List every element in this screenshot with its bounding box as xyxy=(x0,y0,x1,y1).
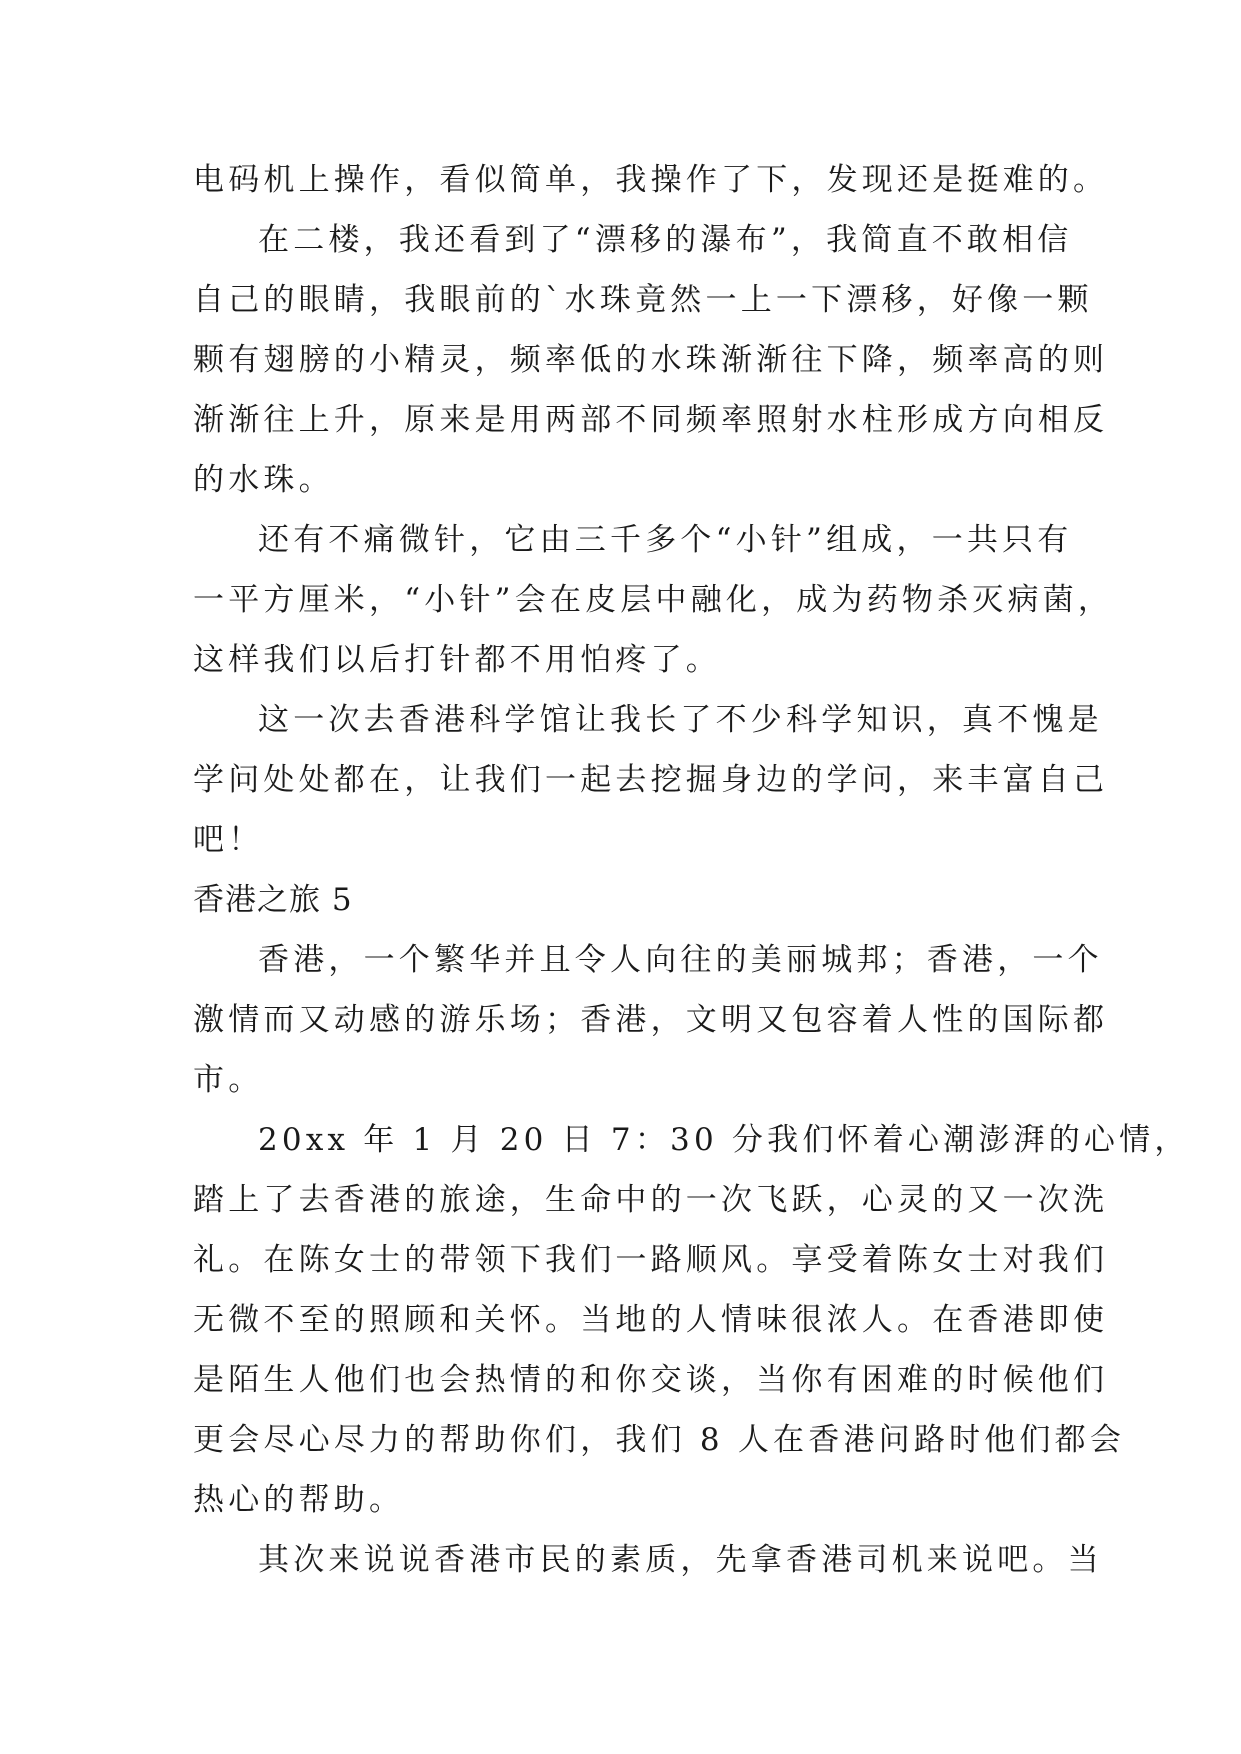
text-line: 是陌生人他们也会热情的和你交谈，当你有困难的时候他们 xyxy=(193,1362,1109,1398)
text-line: 一平方厘米，“小针”会在皮层中融化，成为药物杀灭病菌， xyxy=(193,582,1114,618)
text-line: 更会尽心尽力的帮助你们，我们 8 人在香港问路时他们都会 xyxy=(193,1422,1126,1458)
text-line: 渐渐往上升，原来是用两部不同频率照射水柱形成方向相反 xyxy=(193,402,1109,438)
text-line: 踏上了去香港的旅途，生命中的一次飞跃，心灵的又一次洗 xyxy=(193,1182,1109,1218)
paragraph-start: 20xx 年 1 月 20 日 7：30 分我们怀着心潮澎湃的心情， xyxy=(258,1122,1190,1158)
paragraph-start: 这一次去香港科学馆让我长了不少科学知识，真不愧是 xyxy=(258,702,1103,738)
paragraph-start: 香港，一个繁华并且令人向往的美丽城邦；香港，一个 xyxy=(258,942,1103,978)
text-line: 的水珠。 xyxy=(193,462,334,498)
text-line: 颗有翅膀的小精灵，频率低的水珠渐渐往下降，频率高的则 xyxy=(193,342,1109,378)
section-heading: 香港之旅 5 xyxy=(193,882,353,918)
text-line: 市。 xyxy=(193,1062,264,1098)
text-line: 礼。在陈女士的带领下我们一路顺风。享受着陈女士对我们 xyxy=(193,1242,1109,1278)
text-line: 无微不至的照顾和关怀。当地的人情味很浓人。在香港即使 xyxy=(193,1302,1109,1338)
text-line: 自己的眼睛，我眼前的`水珠竟然一上一下漂移，好像一颗 xyxy=(193,282,1093,318)
text-line: 激情而又动感的游乐场；香港，文明又包容着人性的国际都 xyxy=(193,1002,1109,1038)
paragraph-start: 其次来说说香港市民的素质，先拿香港司机来说吧。当 xyxy=(258,1542,1103,1578)
paragraph-start: 在二楼，我还看到了“漂移的瀑布”，我简直不敢相信 xyxy=(258,222,1073,258)
text-line: 吧！ xyxy=(193,822,264,858)
text-line: 热心的帮助。 xyxy=(193,1482,405,1518)
text-line: 学问处处都在，让我们一起去挖掘身边的学问，来丰富自己 xyxy=(193,762,1109,798)
paragraph-start: 还有不痛微针，它由三千多个“小针”组成，一共只有 xyxy=(258,522,1073,558)
document-page xyxy=(193,150,1190,1590)
text-line: 电码机上操作，看似简单，我操作了下，发现还是挺难的。 xyxy=(193,162,1109,198)
text-line: 这样我们以后打针都不用怕疼了。 xyxy=(193,642,721,678)
